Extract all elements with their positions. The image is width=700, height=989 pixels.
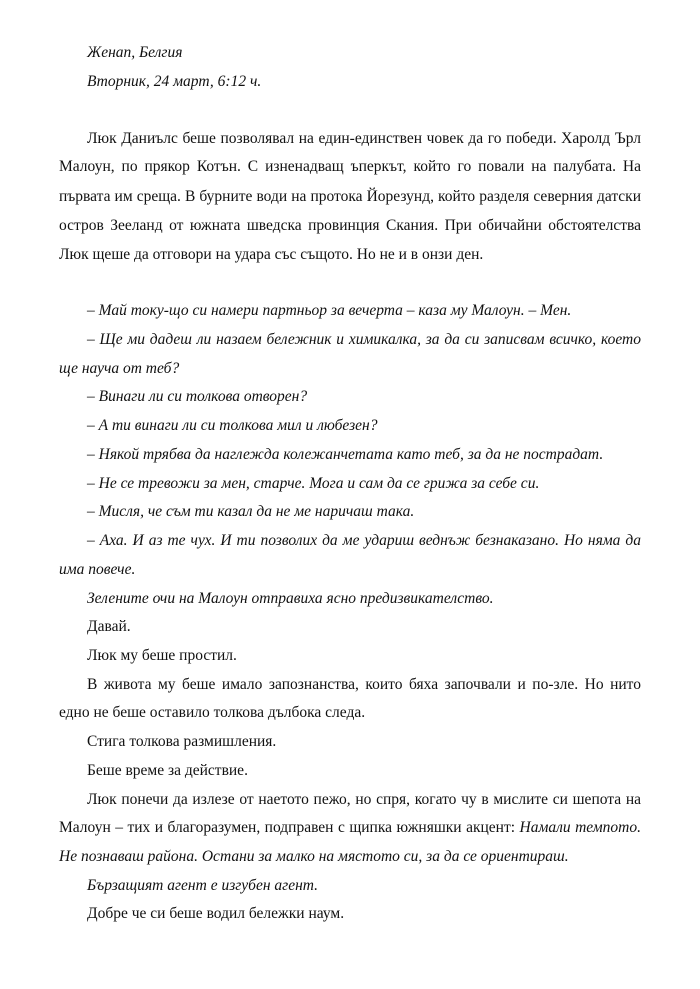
- dialogue-line: – Аха. И аз те чух. И ти позволих да ме удариш веднъж безнаказано. Но няма да: [87, 532, 641, 549]
- dialogue-line: – Мисля, че съм ти казал да не ме наричаш така.: [87, 503, 415, 520]
- dialogue-line: – Май току-що си намери партньор за вечерта – каза му Малоун. – Мен.: [87, 302, 572, 319]
- dialogue-line: – Ще ми дадеш ли назаем бележник и химикалка, за да си записвам всичко, което: [87, 331, 641, 348]
- dialogue-line: ще науча от теб?: [59, 360, 180, 377]
- paragraph-line: остров Зееланд от южната шведска провинция Скания. При обичайни обстоятелства: [59, 217, 641, 234]
- narration-line: Люк понечи да излезе от наетото пежо, но спря, когато чу в мислите си шепота на: [87, 791, 641, 808]
- paragraph-line: Малоун, по прякор Котън. С изненадващ ъперкът, който го повали на палубата. На: [59, 158, 641, 175]
- narration-line: Не познаваш района. Остани за малко на мястото си, за да се ориентираш.: [59, 848, 569, 865]
- narration-line: Бързащият агент е изгубен агент.: [87, 877, 319, 894]
- dialogue-line: има повече.: [59, 561, 136, 578]
- narration-line: Давай.: [87, 618, 131, 635]
- narration-line: В живота му беше имало запознанства, които бяха започвали и по-зле. Но нито: [87, 676, 641, 693]
- narration-line: едно не беше оставило толкова дълбока следа.: [59, 704, 366, 721]
- narration-line: Стига толкова размишления.: [87, 733, 277, 750]
- paragraph-line: Люк щеше да отговори на удара със същото. Но не и в онзи ден.: [59, 246, 484, 263]
- narration-line: Добре че си беше водил бележки наум.: [87, 905, 345, 922]
- paragraph-line: Люк Даниълс беше позволявал на един-единствен човек да го победи. Харолд Ърл: [87, 130, 641, 147]
- narration-italic-text: Намали темпото.: [519, 819, 641, 836]
- narration-line: Люк му беше простил.: [87, 647, 237, 664]
- narration-line: Беше време за действие.: [87, 762, 248, 779]
- narration-line: Зелените очи на Малоун отправиха ясно предизвикателство.: [87, 590, 494, 607]
- paragraph-line: първата им среща. В бурните води на протока Йорезунд, който разделя северния датски: [59, 188, 641, 205]
- narration-text: Малоун – тих и благоразумен, подправен с щипка южняшки акцент:: [59, 819, 520, 836]
- narration-line: [59, 818, 641, 838]
- dialogue-line: – А ти винаги ли си толкова мил и любезен?: [87, 417, 378, 434]
- dialogue-line: – Не се тревожи за мен, старче. Мога и сам да се грижа за себе си.: [87, 475, 540, 492]
- dateline: Вторник, 24 март, 6:12 ч.: [87, 73, 262, 90]
- dialogue-line: – Някой трябва да наглежда колежанчетата като теб, за да не пострадат.: [87, 446, 604, 463]
- location-line: Женап, Белгия: [87, 44, 183, 61]
- dialogue-line: – Винаги ли си толкова отворен?: [87, 388, 308, 405]
